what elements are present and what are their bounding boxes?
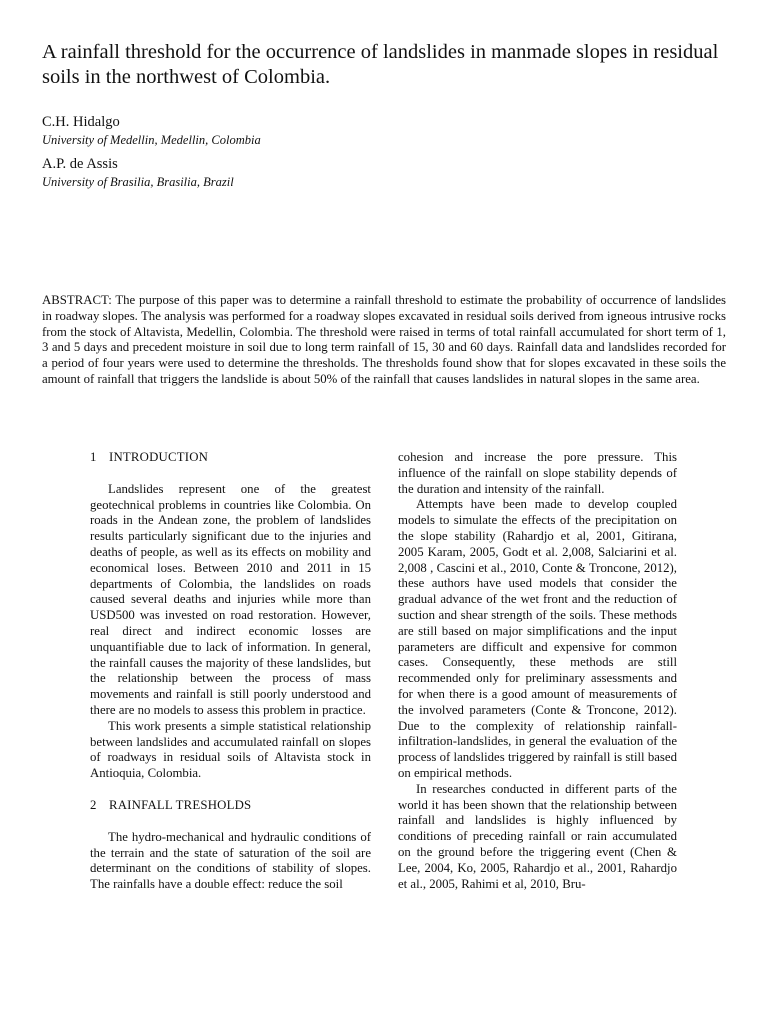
author-affiliation: University of Brasilia, Brasilia, Brazil bbox=[42, 175, 234, 189]
author-name: C.H. Hidalgo bbox=[42, 114, 120, 130]
section-title: INTRODUCTION bbox=[109, 450, 209, 464]
author-affiliation: University of Medellin, Medellin, Colombia bbox=[42, 133, 261, 147]
section-heading bbox=[90, 450, 371, 466]
paragraph: The hydro-mechanical and hydraulic conditions of the terrain and the state of saturation of the soil are determinant on the conditions of stability of slopes. The rainfalls have a double effect: reduce the soil bbox=[90, 829, 371, 892]
paragraph: This work presents a simple statistical relationship between landslides and accumulated rainfall on slopes of roadways in residual soils of Altavista stock in Antioquia, Colombia. bbox=[90, 718, 371, 781]
paper-title: A rainfall threshold for the occurrence of landslides in manmade slopes in residual soils in the northwest of Colombia. bbox=[42, 41, 719, 88]
section-heading bbox=[90, 798, 371, 814]
paragraph: Landslides represent one of the greatest geotechnical problems in countries like Colombia. On roads in the Andean zone, the problem of landslides results particularly significant due to the injuries and deaths of people, as well as its effects on mobility and economical loses. Between 2010 and 2011 in 15 departments of Colombia, the landslides on roads caused several deaths and injuries while more than USD500 was invested on road restoration. However, real direct and indirect economic losses are unquantifiable due to lack of information. In general, the rainfall causes the majority of these landslides, but the relationship between the process of mass movements and rainfall is still poorly understood and there are no models to assess this problem in practice. bbox=[90, 481, 371, 717]
section-number: 2 bbox=[90, 797, 97, 812]
right-column bbox=[398, 450, 677, 892]
section-title: RAINFALL TRESHOLDS bbox=[109, 797, 252, 812]
left-column bbox=[90, 450, 371, 893]
section-number: 1 bbox=[90, 450, 97, 464]
paragraph: Attempts have been made to develop coupled models to simulate the effects of the precipitation on the slope stability (Rahardjo et al, 2001, Gitirana, 2005 Karam, 2005, Godt et al. 2,008, Salciarini et al. 2,008 , Cascini et al., 2010, Conte & Troncone, 2012), these authors have used models that consider the gradual advance of the wet front and the reduction of suction and shear strength of the soils. These methods are still based on major simplifications and the input parameters are difficult and expensive for common cases. Consequently, these methods are still recommended only for preliminary assessments and for when there is a good amount of measurements of the involved parameters (Conte & Troncone, 2012). Due to the complexity of relationship rainfall-infiltration-landslides, in general the evaluation of the process of landslides triggered by rainfall is still based on empirical methods. bbox=[398, 497, 677, 780]
abstract: ABSTRACT: The purpose of this paper was to determine a rainfall threshold to estimate the probability of occurrence of landslides in roadway slopes. The analysis was performed for a roadway slopes excavated in residual soils derived from igneous intrusive rocks from the stock of Altavista, Medellin, Colombia. The threshold were raised in terms of total rainfall accumulated for short term of 1, 3 and 5 days and precedent moisture in soil due to long term rainfall of 15, 30 and 60 days. Rainfall data and landslides recorded for a period of four years were used to determine the thresholds. The thresholds found show that for slopes excavated in these soils the amount of rainfall that triggers the landslide is about 50% of the rainfall that causes landslides in natural slopes in the same area. bbox=[42, 293, 726, 386]
author-name: A.P. de Assis bbox=[42, 156, 118, 172]
paragraph-continued: cohesion and increase the pore pressure. This influence of the rainfall on slope stability depends of the duration and intensity of the rainfall. bbox=[398, 450, 677, 496]
paragraph: In researches conducted in different parts of the world it has been shown that the relationship between rainfall and landslides is highly influenced by conditions of preceding rainfall or rain accumulated on the ground before the triggering event (Chen & Lee, 2004, Ko, 2005, Rahardjo et al., 2001, Rahardjo et al., 2005, Rahimi et al, 2010, Bru- bbox=[398, 781, 677, 891]
